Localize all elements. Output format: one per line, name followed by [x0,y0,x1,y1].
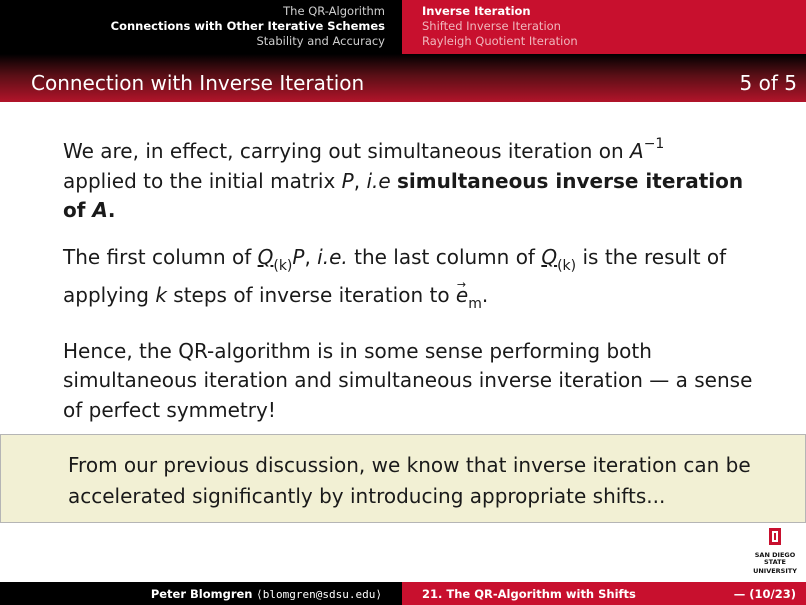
frame-title-bar [0,54,806,102]
nav-link-shifted-inverse[interactable]: Shifted Inverse Iteration [422,19,561,33]
nav-link-qr-algorithm[interactable]: The QR-Algorithm [283,4,385,18]
sdsu-logo [748,528,802,575]
author-name: Peter Blomgren [150,587,253,601]
footer-talk [402,582,806,605]
alert-block: From our previous discussion, we know that inverse iteration can be accelerated significantly by introducing appropriate shifts... [0,434,806,523]
paragraph-2: The first column of $Q_{(k)}P$, i.e. the last column of $Q_{(k)}$ is the result of applying k steps of inverse iteration to → $e_m$. [63,243,763,320]
footer-author [0,582,402,605]
nav-link-inverse-iteration[interactable]: Inverse Iteration [422,4,531,18]
paragraph-3: Hence, the QR-algorithm is in some sense performing both simultaneous iteration and simultaneous inverse iteration — a sense of perfect symmetry! [63,338,753,422]
logo-line-2: UNIVERSITY [753,567,797,575]
logo-line-1: SAN DIEGO STATE [754,551,796,566]
nav-link-connections[interactable]: Connections with Other Iterative Schemes [110,19,385,33]
nav-link-rayleigh[interactable]: Rayleigh Quotient Iteration [422,34,578,48]
paragraph-1: We are, in effect, carrying out simultaneous iteration on $A^{-1}$ applied to the initial matrix P, i.e simultaneous inverse iteration of A. [63,136,744,222]
section-nav [0,0,402,54]
frame-title: Connection with Inverse Iteration [31,71,365,95]
emphasis-text: simultaneous inverse iteration of A. [63,168,744,222]
talk-title: 21. The QR-Algorithm with Shifts [422,587,636,601]
slide-body [63,130,763,442]
frame-counter: 5 of 5 [739,71,797,95]
sdsu-emblem-icon [767,528,783,546]
slide-number: — (10/23) [733,587,796,601]
nav-link-stability[interactable]: Stability and Accuracy [256,34,385,48]
author-email: ⟨blomgren@sdsu.edu⟩ [256,588,382,601]
subsection-nav [402,0,806,54]
